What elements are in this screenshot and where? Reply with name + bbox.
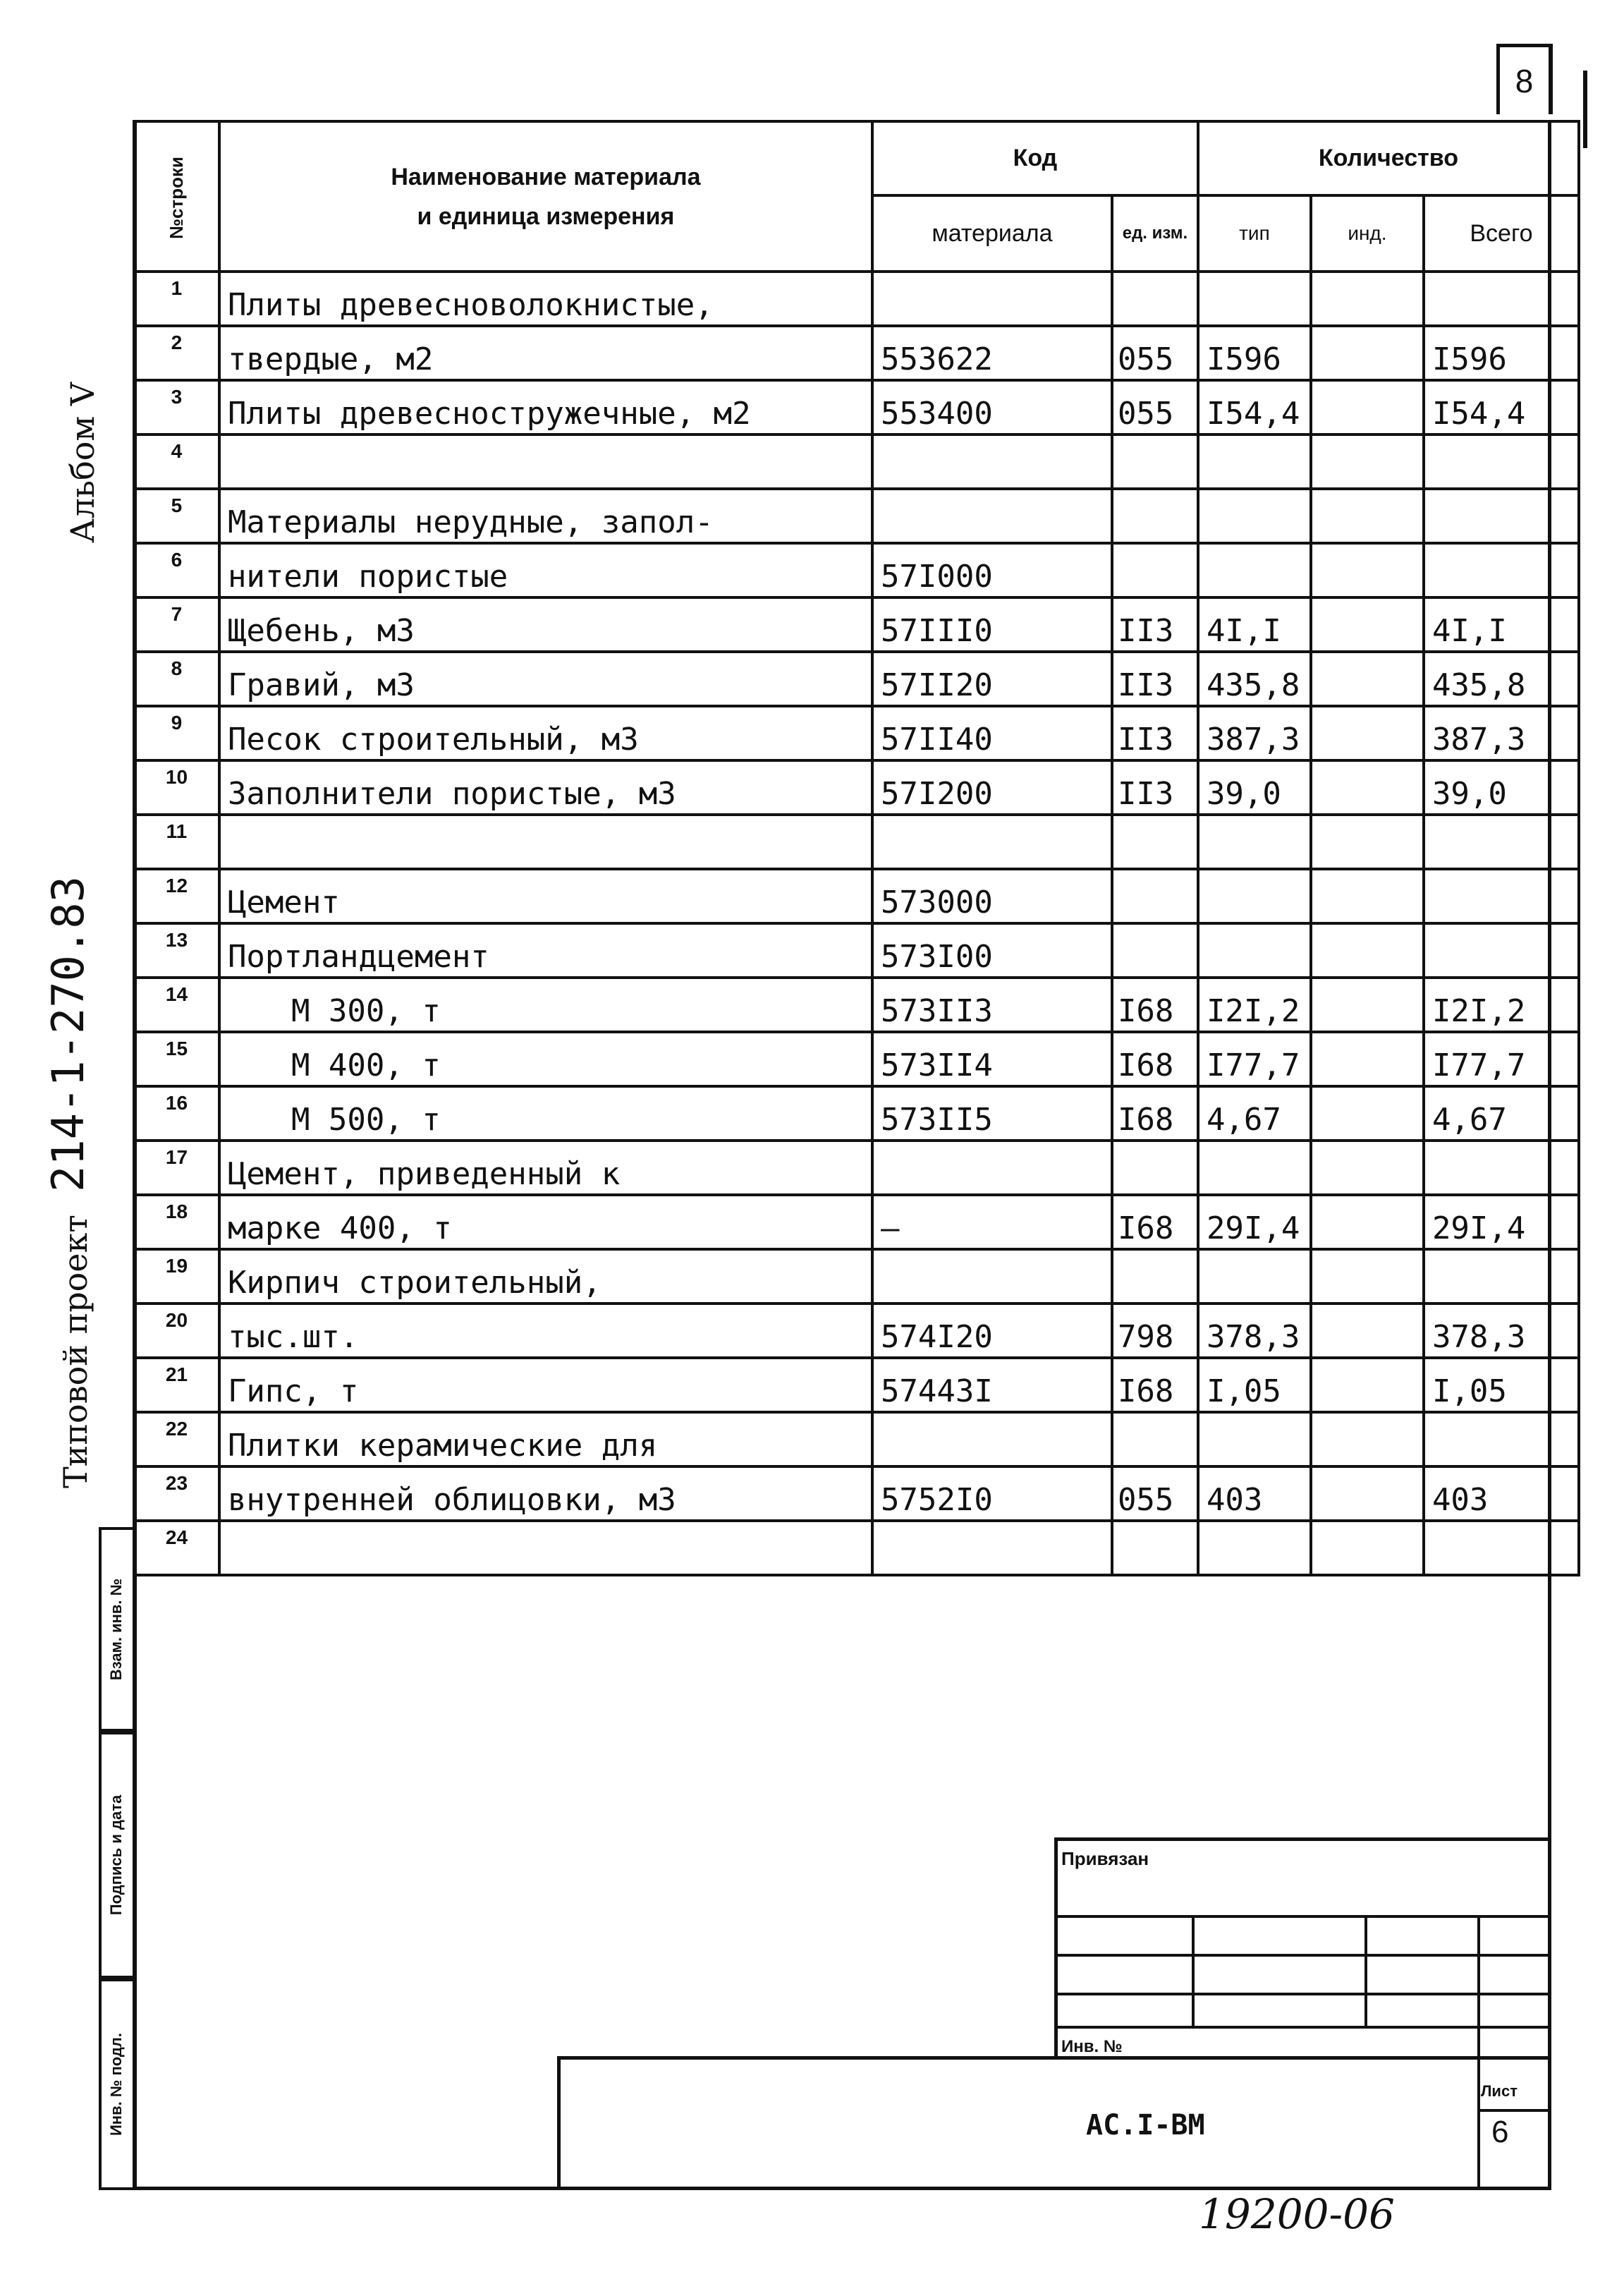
qty-ind [1311,326,1424,380]
table-row [134,652,1579,706]
unit-code [1112,815,1198,869]
qty-type: 39,0 [1198,760,1311,815]
qty-total: 378,3 [1424,1304,1579,1358]
material-code: 574I20 [872,1304,1112,1358]
row-number: 3 [134,380,219,435]
material-code: 57443I [872,1358,1112,1412]
qty-type [1198,272,1311,326]
qty-type [1198,1412,1311,1466]
qty-type [1198,815,1311,869]
stamp-sheet-divider [1477,2109,1551,2112]
table-row [134,1195,1579,1249]
header-name-line1: Наименование материала [391,163,701,190]
qty-ind [1311,1086,1424,1141]
header-name-line2: и единица измерения [417,202,675,230]
material-code: 573II5 [872,1086,1112,1141]
unit-code: II3 [1112,760,1198,815]
table-row [134,706,1579,760]
stamp-left-line [557,2056,561,2190]
unit-code: II3 [1112,597,1198,652]
project-label: Типовой проект [56,1215,94,1488]
row-number: 13 [134,923,219,978]
unit-code [1112,272,1198,326]
material-code [872,435,1112,489]
qty-ind [1311,1032,1424,1086]
row-number: 16 [134,1086,219,1141]
stamp-doc-code: АС.I-ВМ [1086,2109,1205,2141]
table-row [134,489,1579,543]
unit-code: II3 [1112,652,1198,706]
materials-table [133,120,1580,1576]
material-name: Плитки керамические для [219,1412,872,1466]
qty-ind [1311,1358,1424,1412]
row-number: 5 [134,489,219,543]
table-row [134,1249,1579,1304]
qty-ind [1311,1141,1424,1195]
header-qty-type: тип [1198,195,1311,272]
material-name: Песок строительный, м3 [219,706,872,760]
row-number: 15 [134,1032,219,1086]
stamp-col-1 [1192,1915,1195,2028]
row-number: 24 [134,1521,219,1575]
qty-total [1424,815,1579,869]
table-row [134,1032,1579,1086]
qty-type: 29I,4 [1198,1195,1311,1249]
material-code [872,1249,1112,1304]
row-number: 20 [134,1304,219,1358]
table-row [134,543,1579,597]
material-code: 573000 [872,869,1112,923]
row-number: 22 [134,1412,219,1466]
material-code: – [872,1195,1112,1249]
material-name: Гравий, м3 [219,652,872,706]
stamp-sheet-value: 6 [1491,2115,1509,2149]
table-row [134,1466,1579,1521]
row-number: 7 [134,597,219,652]
material-code [872,1412,1112,1466]
qty-total: 39,0 [1424,760,1579,815]
material-name: М 400, т [219,1032,872,1086]
unit-code: 055 [1112,1466,1198,1521]
qty-total [1424,1521,1579,1575]
row-number: 12 [134,869,219,923]
material-code [872,1521,1112,1575]
unit-code [1112,489,1198,543]
qty-ind [1311,1412,1424,1466]
qty-ind [1311,597,1424,652]
table-row [134,1521,1579,1575]
qty-type: 378,3 [1198,1304,1311,1358]
unit-code [1112,435,1198,489]
header-qty-group: Количество [1198,121,1579,195]
project-code: 214-1-270.83 [42,876,94,1192]
table-row [134,760,1579,815]
stamp-row-1 [1054,1837,1551,1841]
unit-code: I68 [1112,1086,1198,1141]
qty-total: 435,8 [1424,652,1579,706]
qty-type [1198,869,1311,923]
material-code: 573II3 [872,978,1112,1032]
qty-type [1198,435,1311,489]
qty-total: 4,67 [1424,1086,1579,1141]
material-code: 553400 [872,380,1112,435]
table-row [134,597,1579,652]
material-code: 57I200 [872,760,1112,815]
material-name [219,815,872,869]
qty-type: 4I,I [1198,597,1311,652]
table-row [134,815,1579,869]
table-row [134,380,1579,435]
qty-ind [1311,1521,1424,1575]
row-number: 9 [134,706,219,760]
stamp-privyazan: Привязан [1061,1848,1149,1869]
qty-ind [1311,1195,1424,1249]
qty-total: I77,7 [1424,1032,1579,1086]
qty-type: I596 [1198,326,1311,380]
header-qty-total: Всего [1424,195,1579,272]
table-row [134,1141,1579,1195]
stamp-col-3 [1477,1915,1480,2190]
side-cell-vzam-text: Взам. инв. № [107,1578,125,1681]
row-number: 19 [134,1249,219,1304]
qty-total: 387,3 [1424,706,1579,760]
table-row [134,326,1579,380]
header-name [219,121,872,272]
qty-ind [1311,706,1424,760]
qty-total: I596 [1424,326,1579,380]
material-name: Гипс, т [219,1358,872,1412]
handwritten-number: 19200-06 [1199,2190,1395,2238]
material-name: Материалы нерудные, запол- [219,489,872,543]
qty-type [1198,489,1311,543]
page-number-tick [1583,71,1587,148]
qty-type [1198,1521,1311,1575]
material-name: твердые, м2 [219,326,872,380]
row-number: 2 [134,326,219,380]
row-number: 11 [134,815,219,869]
qty-ind [1311,760,1424,815]
unit-code [1112,1412,1198,1466]
material-code [872,272,1112,326]
material-name: Цемент [219,869,872,923]
qty-total [1424,1249,1579,1304]
qty-ind [1311,923,1424,978]
material-name: Заполнители пористые, м3 [219,760,872,815]
qty-ind [1311,1249,1424,1304]
table-row [134,1412,1579,1466]
material-name: Кирпич строительный, [219,1249,872,1304]
table-body [134,272,1579,1575]
unit-code: 055 [1112,326,1198,380]
qty-total [1424,435,1579,489]
material-name: внутренней облицовки, м3 [219,1466,872,1521]
qty-total [1424,272,1579,326]
material-code: 57III0 [872,597,1112,652]
material-name: Плиты древесностружечные, м2 [219,380,872,435]
qty-ind [1311,815,1424,869]
qty-ind [1311,489,1424,543]
unit-code: I68 [1112,1195,1198,1249]
unit-code: I68 [1112,978,1198,1032]
qty-type: 387,3 [1198,706,1311,760]
table-row [134,272,1579,326]
qty-ind [1311,652,1424,706]
qty-type: I,05 [1198,1358,1311,1412]
stamp-sheet-label: Лист [1481,2082,1518,2100]
qty-type: 4,67 [1198,1086,1311,1141]
unit-code [1112,1141,1198,1195]
page-number-text: 8 [1515,62,1534,99]
qty-type [1198,1249,1311,1304]
material-name: Щебень, м3 [219,597,872,652]
unit-code [1112,1521,1198,1575]
table-row [134,435,1579,489]
table-row [134,923,1579,978]
qty-ind [1311,1466,1424,1521]
row-number: 21 [134,1358,219,1412]
qty-type [1198,543,1311,597]
qty-total: I,05 [1424,1358,1579,1412]
unit-code: I68 [1112,1032,1198,1086]
material-name [219,435,872,489]
qty-total [1424,1412,1579,1466]
row-number: 4 [134,435,219,489]
qty-type: I77,7 [1198,1032,1311,1086]
material-name: М 300, т [219,978,872,1032]
qty-type: I2I,2 [1198,978,1311,1032]
unit-code: 055 [1112,380,1198,435]
header-code-group: Код [872,121,1198,195]
material-code: 57II20 [872,652,1112,706]
qty-ind [1311,1304,1424,1358]
row-number: 14 [134,978,219,1032]
material-name: Плиты древесноволокнистые, [219,272,872,326]
qty-total: 29I,4 [1424,1195,1579,1249]
unit-code: II3 [1112,706,1198,760]
material-name: М 500, т [219,1086,872,1141]
qty-type: I54,4 [1198,380,1311,435]
album-label: Альбом V [63,382,102,543]
qty-total [1424,489,1579,543]
header-qty-ind: инд. [1311,195,1424,272]
qty-type [1198,923,1311,978]
header-code-unit: ед. изм. [1112,195,1198,272]
material-name: марке 400, т [219,1195,872,1249]
material-name: Портландцемент [219,923,872,978]
table-row [134,869,1579,923]
unit-code [1112,923,1198,978]
material-code: 573II4 [872,1032,1112,1086]
qty-type: 403 [1198,1466,1311,1521]
qty-total [1424,869,1579,923]
row-number: 10 [134,760,219,815]
material-code: 5752I0 [872,1466,1112,1521]
qty-total [1424,543,1579,597]
qty-total [1424,923,1579,978]
table-row [134,978,1579,1032]
qty-ind [1311,978,1424,1032]
stamp-inv-no: Инв. № [1061,2037,1123,2056]
material-code [872,815,1112,869]
header-row-no [134,121,219,272]
qty-total: I54,4 [1424,380,1579,435]
unit-code [1112,1249,1198,1304]
unit-code: 798 [1112,1304,1198,1358]
material-code [872,489,1112,543]
material-code: 57I000 [872,543,1112,597]
table-row [134,1086,1579,1141]
material-code: 57II40 [872,706,1112,760]
table-row [134,1304,1579,1358]
material-name: нители пористые [219,543,872,597]
header-row-no-text: №строки [165,157,187,239]
unit-code [1112,543,1198,597]
row-number: 18 [134,1195,219,1249]
qty-total: 4I,I [1424,597,1579,652]
qty-total: I2I,2 [1424,978,1579,1032]
qty-ind [1311,869,1424,923]
row-number: 6 [134,543,219,597]
qty-ind [1311,543,1424,597]
material-name: Цемент, приведенный к [219,1141,872,1195]
page-number [1496,44,1553,114]
row-number: 23 [134,1466,219,1521]
unit-code: I68 [1112,1358,1198,1412]
stamp-col-2 [1364,1915,1367,2028]
qty-total [1424,1141,1579,1195]
qty-total: 403 [1424,1466,1579,1521]
unit-code [1112,869,1198,923]
qty-ind [1311,380,1424,435]
qty-type: 435,8 [1198,652,1311,706]
material-name [219,1521,872,1575]
row-number: 8 [134,652,219,706]
side-cell-inv-text: Инв. № подл. [107,2033,125,2136]
row-number: 17 [134,1141,219,1195]
row-number: 1 [134,272,219,326]
material-code [872,1141,1112,1195]
material-code: 553622 [872,326,1112,380]
qty-type [1198,1141,1311,1195]
header-code-material: материала [872,195,1112,272]
qty-ind [1311,435,1424,489]
table-row [134,1358,1579,1412]
side-cell-podpis-text: Подпись и дата [107,1794,125,1916]
material-name: тыс.шт. [219,1304,872,1358]
qty-ind [1311,272,1424,326]
material-code: 573I00 [872,923,1112,978]
